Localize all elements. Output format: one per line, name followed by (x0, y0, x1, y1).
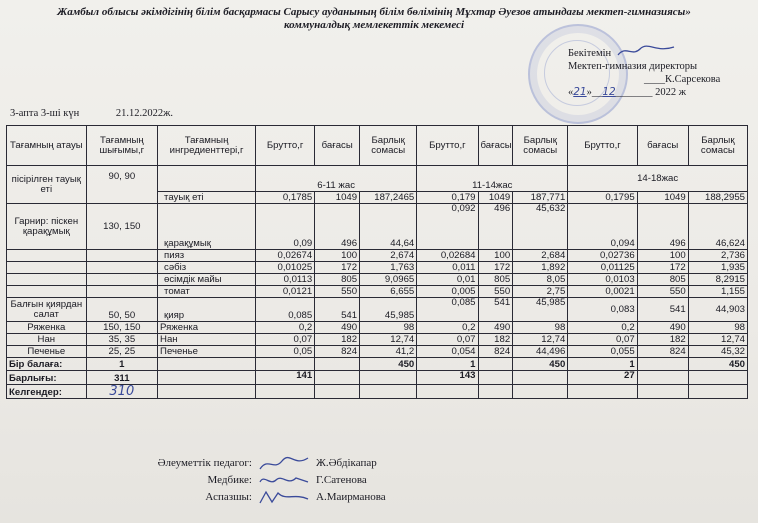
table-cell: 0,02674 (256, 250, 315, 262)
table-cell: 311 (86, 371, 157, 385)
col-header: Барлық сомасы (688, 126, 747, 166)
approval-block: Бекітемін Мектеп-гимназия директоры ____К.Сарсекова «21»__12_______ 2022 ж (568, 40, 748, 99)
table-cell: 0,05 (256, 346, 315, 358)
table-cell: 1,763 (360, 262, 417, 274)
approval-month: 12 (602, 86, 616, 98)
table-cell: 550 (637, 286, 688, 298)
menu-day-line (10, 108, 207, 119)
table-cell: 0,092 (417, 204, 478, 250)
ingredient-name: өсімдік майы (158, 274, 256, 286)
table-cell: 0,1785 (256, 192, 315, 204)
arrived-label: Келгендер: (7, 385, 87, 399)
table-cell: 805 (637, 274, 688, 286)
menu-table (6, 125, 748, 399)
table-row (7, 298, 748, 322)
table-cell: 496 (478, 204, 513, 250)
table-cell: 100 (478, 250, 513, 262)
table-cell: 141 (256, 371, 315, 385)
table-cell: 550 (478, 286, 513, 298)
col-header: Тағамның атауы (7, 126, 87, 166)
ingredient-name: сәбіз (158, 262, 256, 274)
table-row (7, 166, 748, 192)
table-row (7, 204, 748, 250)
table-cell: 1049 (315, 192, 360, 204)
table-cell: 12,74 (688, 334, 747, 346)
table-cell: 0,09 (256, 204, 315, 250)
table-cell: 805 (315, 274, 360, 286)
age-group-label: 6-11 жас (256, 166, 417, 192)
table-cell: 1 (417, 358, 478, 371)
signature-icon (256, 455, 316, 472)
table-cell: 0,094 (568, 204, 637, 250)
ingredient-name: тауық еті (158, 192, 256, 204)
signer-name: Г.Сатенова (316, 474, 367, 486)
table-cell: 45,985 (513, 298, 568, 322)
table-cell: 450 (513, 358, 568, 371)
signer-role: Әлеуметтік педагог: (157, 457, 252, 469)
table-cell: 182 (637, 334, 688, 346)
col-header: Брутто,г (417, 126, 478, 166)
table-cell: 0,01125 (568, 262, 637, 274)
table-cell: 0,01 (417, 274, 478, 286)
table-cell: 98 (513, 322, 568, 334)
col-header: Брутто,г (568, 126, 637, 166)
menu-date: 21.12.2022ж. (115, 108, 173, 119)
approval-year: 2022 ж (655, 87, 687, 98)
dish-yield: 130, 150 (86, 204, 157, 250)
dish-name: пісірілген тауық еті (7, 166, 87, 204)
table-cell: 182 (315, 334, 360, 346)
table-cell: 824 (478, 346, 513, 358)
table-cell: 100 (637, 250, 688, 262)
signer-role: Аспазшы: (205, 491, 252, 503)
age-group-label: 11-14жас (417, 166, 568, 192)
signer-name: А.Маирманова (316, 491, 386, 503)
table-cell: 12,74 (513, 334, 568, 346)
ingredient-name: қарақұмық (158, 204, 256, 250)
table-cell: 490 (315, 322, 360, 334)
table-cell: 0,054 (417, 346, 478, 358)
dish-yield: 50, 50 (86, 298, 157, 322)
approval-position: Мектеп-гимназия директоры (568, 61, 698, 72)
dish-name: Балғын қиярдан салат (7, 298, 87, 322)
table-cell: 46,624 (688, 204, 747, 250)
table-cell: 2,684 (513, 250, 568, 262)
signature-icon (256, 472, 316, 489)
approval-name: К.Сарсекова (665, 74, 721, 85)
table-cell: 1 (86, 358, 157, 371)
table-cell: 0,179 (417, 192, 478, 204)
table-cell: 0,07 (568, 334, 637, 346)
table-cell: 172 (478, 262, 513, 274)
table-row (7, 250, 748, 262)
table-cell: 187,771 (513, 192, 568, 204)
arrived-row (7, 385, 748, 399)
table-cell: 0,07 (417, 334, 478, 346)
table-cell: 6,655 (360, 286, 417, 298)
table-cell: 0,01025 (256, 262, 315, 274)
ingredient-name: томат (158, 286, 256, 298)
approval-label: Бекітемін (568, 48, 612, 59)
table-cell: 0,0103 (568, 274, 637, 286)
ingredient-name: Нан (158, 334, 256, 346)
table-cell: 496 (315, 204, 360, 250)
table-cell: 0,2 (256, 322, 315, 334)
table-cell: 824 (637, 346, 688, 358)
table-row (7, 322, 748, 334)
table-cell: 172 (315, 262, 360, 274)
week-day-label: 3-апта 3-ші күн (10, 108, 80, 119)
table-cell: 187,2465 (360, 192, 417, 204)
table-cell: 0,011 (417, 262, 478, 274)
table-cell: 450 (688, 358, 747, 371)
dish-yield: 90, 90 (86, 166, 157, 204)
dish-name: Гарнир: піскен қарақұмық (7, 204, 87, 250)
table-cell: 0,005 (417, 286, 478, 298)
dish-yield: 150, 150 (86, 322, 157, 334)
col-header: бағасы (637, 126, 688, 166)
table-cell: 0,07 (256, 334, 315, 346)
table-cell: 0,0113 (256, 274, 315, 286)
table-cell: 45,32 (688, 346, 747, 358)
ingredient-name: Печенье (158, 346, 256, 358)
table-cell: 824 (315, 346, 360, 358)
approval-day: 21 (573, 86, 587, 98)
document-header (24, 6, 724, 32)
dish-yield: 35, 35 (86, 334, 157, 346)
header-line-1: Жамбыл облысы әкімдігінің білім басқармасы Сарысу ауданының білім бөлімінің Мұхтар Әуезов атындағы мектеп-гимназиясы» (57, 6, 691, 18)
table-cell: 45,985 (360, 298, 417, 322)
table-cell: 1049 (478, 192, 513, 204)
col-header: бағасы (315, 126, 360, 166)
table-cell: 100 (315, 250, 360, 262)
table-cell: 45,632 (513, 204, 568, 250)
table-cell: 0,083 (568, 298, 637, 322)
table-cell: 0,085 (256, 298, 315, 322)
table-cell: 44,903 (688, 298, 747, 322)
director-signature-icon (616, 43, 676, 59)
table-row (7, 346, 748, 358)
table-cell: 44,496 (513, 346, 568, 358)
col-header: Брутто,г (256, 126, 315, 166)
table-cell: 0,0121 (256, 286, 315, 298)
signature-icon (256, 489, 316, 506)
total-row (7, 371, 748, 385)
col-header: Барлық сомасы (360, 126, 417, 166)
age-group-label: 14-18жас (568, 166, 748, 192)
col-header: Тағамның ингредиенттері,г (158, 126, 256, 166)
table-header-row (7, 126, 748, 166)
table-cell: 450 (360, 358, 417, 371)
table-cell: 0,085 (417, 298, 478, 322)
col-header: бағасы (478, 126, 513, 166)
table-cell: 98 (688, 322, 747, 334)
dish-name: Ряженка (7, 322, 87, 334)
table-cell: 0,02736 (568, 250, 637, 262)
table-cell: 541 (478, 298, 513, 322)
col-header: Тағамның шығымы,г (86, 126, 157, 166)
table-cell: 1049 (637, 192, 688, 204)
table-cell: 490 (637, 322, 688, 334)
table-cell: 1,892 (513, 262, 568, 274)
table-row (7, 262, 748, 274)
table-cell: 0,055 (568, 346, 637, 358)
table-cell: 0,2 (417, 322, 478, 334)
per-child-row (7, 358, 748, 371)
table-cell: 1,935 (688, 262, 747, 274)
signer-name: Ж.Әбдікапар (316, 457, 377, 469)
table-cell: 496 (637, 204, 688, 250)
table-cell: 2,674 (360, 250, 417, 262)
dish-yield: 25, 25 (86, 346, 157, 358)
ingredient-name: қияр (158, 298, 256, 322)
table-cell: 1 (568, 358, 637, 371)
table-cell: 182 (478, 334, 513, 346)
dish-name: Нан (7, 334, 87, 346)
table-cell: 2,75 (513, 286, 568, 298)
table-cell: 2,736 (688, 250, 747, 262)
dish-name: Печенье (7, 346, 87, 358)
ingredient-name: Ряженка (158, 322, 256, 334)
table-row (7, 274, 748, 286)
per-child-label: Бір балаға: (7, 358, 87, 371)
arrived-count: 310 (109, 384, 135, 399)
total-label: Барлығы: (7, 371, 87, 385)
table-cell: 805 (478, 274, 513, 286)
table-cell: 8,05 (513, 274, 568, 286)
table-cell: 0,1795 (568, 192, 637, 204)
table-cell: 490 (478, 322, 513, 334)
table-cell: 1,155 (688, 286, 747, 298)
table-cell: 98 (360, 322, 417, 334)
ingredient-name: пияз (158, 250, 256, 262)
table-cell: 44,64 (360, 204, 417, 250)
table-cell: 41,2 (360, 346, 417, 358)
table-row (7, 334, 748, 346)
table-cell: 0,0021 (568, 286, 637, 298)
table-cell: 0,2 (568, 322, 637, 334)
table-cell: 188,2955 (688, 192, 747, 204)
table-cell: 143 (417, 371, 478, 385)
table-cell: 172 (637, 262, 688, 274)
table-cell: 541 (315, 298, 360, 322)
table-cell: 0,02684 (417, 250, 478, 262)
table-cell: 12,74 (360, 334, 417, 346)
table-cell: 9,0965 (360, 274, 417, 286)
signatures-block (92, 455, 386, 506)
table-cell: 541 (637, 298, 688, 322)
table-cell: 27 (568, 371, 637, 385)
header-line-2: коммуналдық мемлекеттік мекемесі (283, 19, 465, 31)
signer-role: Медбике: (207, 474, 252, 486)
table-row (7, 286, 748, 298)
table-cell: 8,2915 (688, 274, 747, 286)
table-cell: 550 (315, 286, 360, 298)
col-header: Барлық сомасы (513, 126, 568, 166)
